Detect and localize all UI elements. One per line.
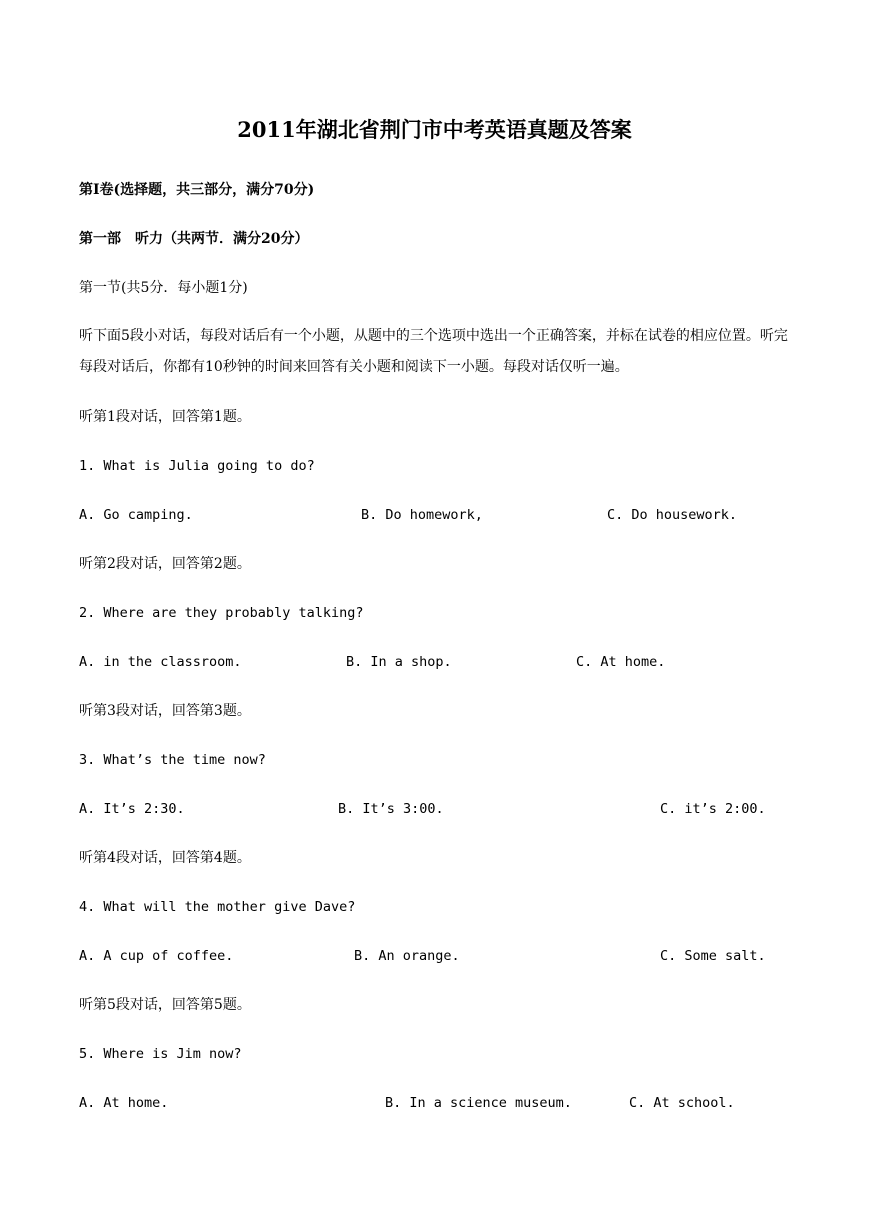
option-a: A. It’s 2:30.: [79, 801, 185, 817]
question-text: 1. What is Julia going to do?: [79, 458, 315, 474]
question-prompt: 听第5段对话，回答第5题。: [79, 997, 251, 1013]
option-a: A. Go camping.: [79, 507, 193, 523]
page-title: 2011年湖北省荆门市中考英语真题及答案: [237, 117, 632, 142]
question-prompt: 听第4段对话，回答第4题。: [79, 850, 251, 866]
option-c: C. Do housework.: [607, 507, 738, 523]
question-text: 4. What will the mother give Dave?: [79, 899, 356, 915]
question-prompt: 听第2段对话，回答第2题。: [79, 556, 251, 572]
option-c: C. At home.: [576, 654, 666, 670]
question-text: 5. Where is Jim now?: [79, 1046, 242, 1062]
option-c: C. At school.: [629, 1095, 735, 1111]
instructions-paragraph: 听下面5段小对话，每段对话后有一个小题，从题中的三个选项中选出一个正确答案，并标在试卷的相应位置。听完每段对话后，你都有10秒钟的时间来回答有关小题和阅读下一小题。每段对话仅听一遍。: [79, 328, 788, 375]
section1-header: 第一部 听力（共两节．满分20分）: [79, 231, 309, 247]
question-text: 2. Where are they probably talking?: [79, 605, 364, 621]
subsection1-header: 第一节(共5分．每小题1分): [79, 280, 248, 296]
question-prompt: 听第1段对话，回答第1题。: [79, 409, 251, 425]
option-c: C. it’s 2:00.: [660, 801, 766, 817]
option-a: A. At home.: [79, 1095, 169, 1111]
option-b: B. It’s 3:00.: [338, 801, 444, 817]
option-a: A. A cup of coffee.: [79, 948, 234, 964]
option-c: C. Some salt.: [660, 948, 766, 964]
option-b: B. An orange.: [354, 948, 460, 964]
question-prompt: 听第3段对话，回答第3题。: [79, 703, 251, 719]
option-b: B. In a shop.: [346, 654, 452, 670]
option-a: A. in the classroom.: [79, 654, 242, 670]
option-b: B. In a science museum.: [385, 1095, 572, 1111]
question-text: 3. What’s the time now?: [79, 752, 266, 768]
part1-header: 第Ⅰ卷(选择题，共三部分，满分70分): [79, 182, 315, 198]
option-b: B. Do homework,: [361, 507, 483, 523]
